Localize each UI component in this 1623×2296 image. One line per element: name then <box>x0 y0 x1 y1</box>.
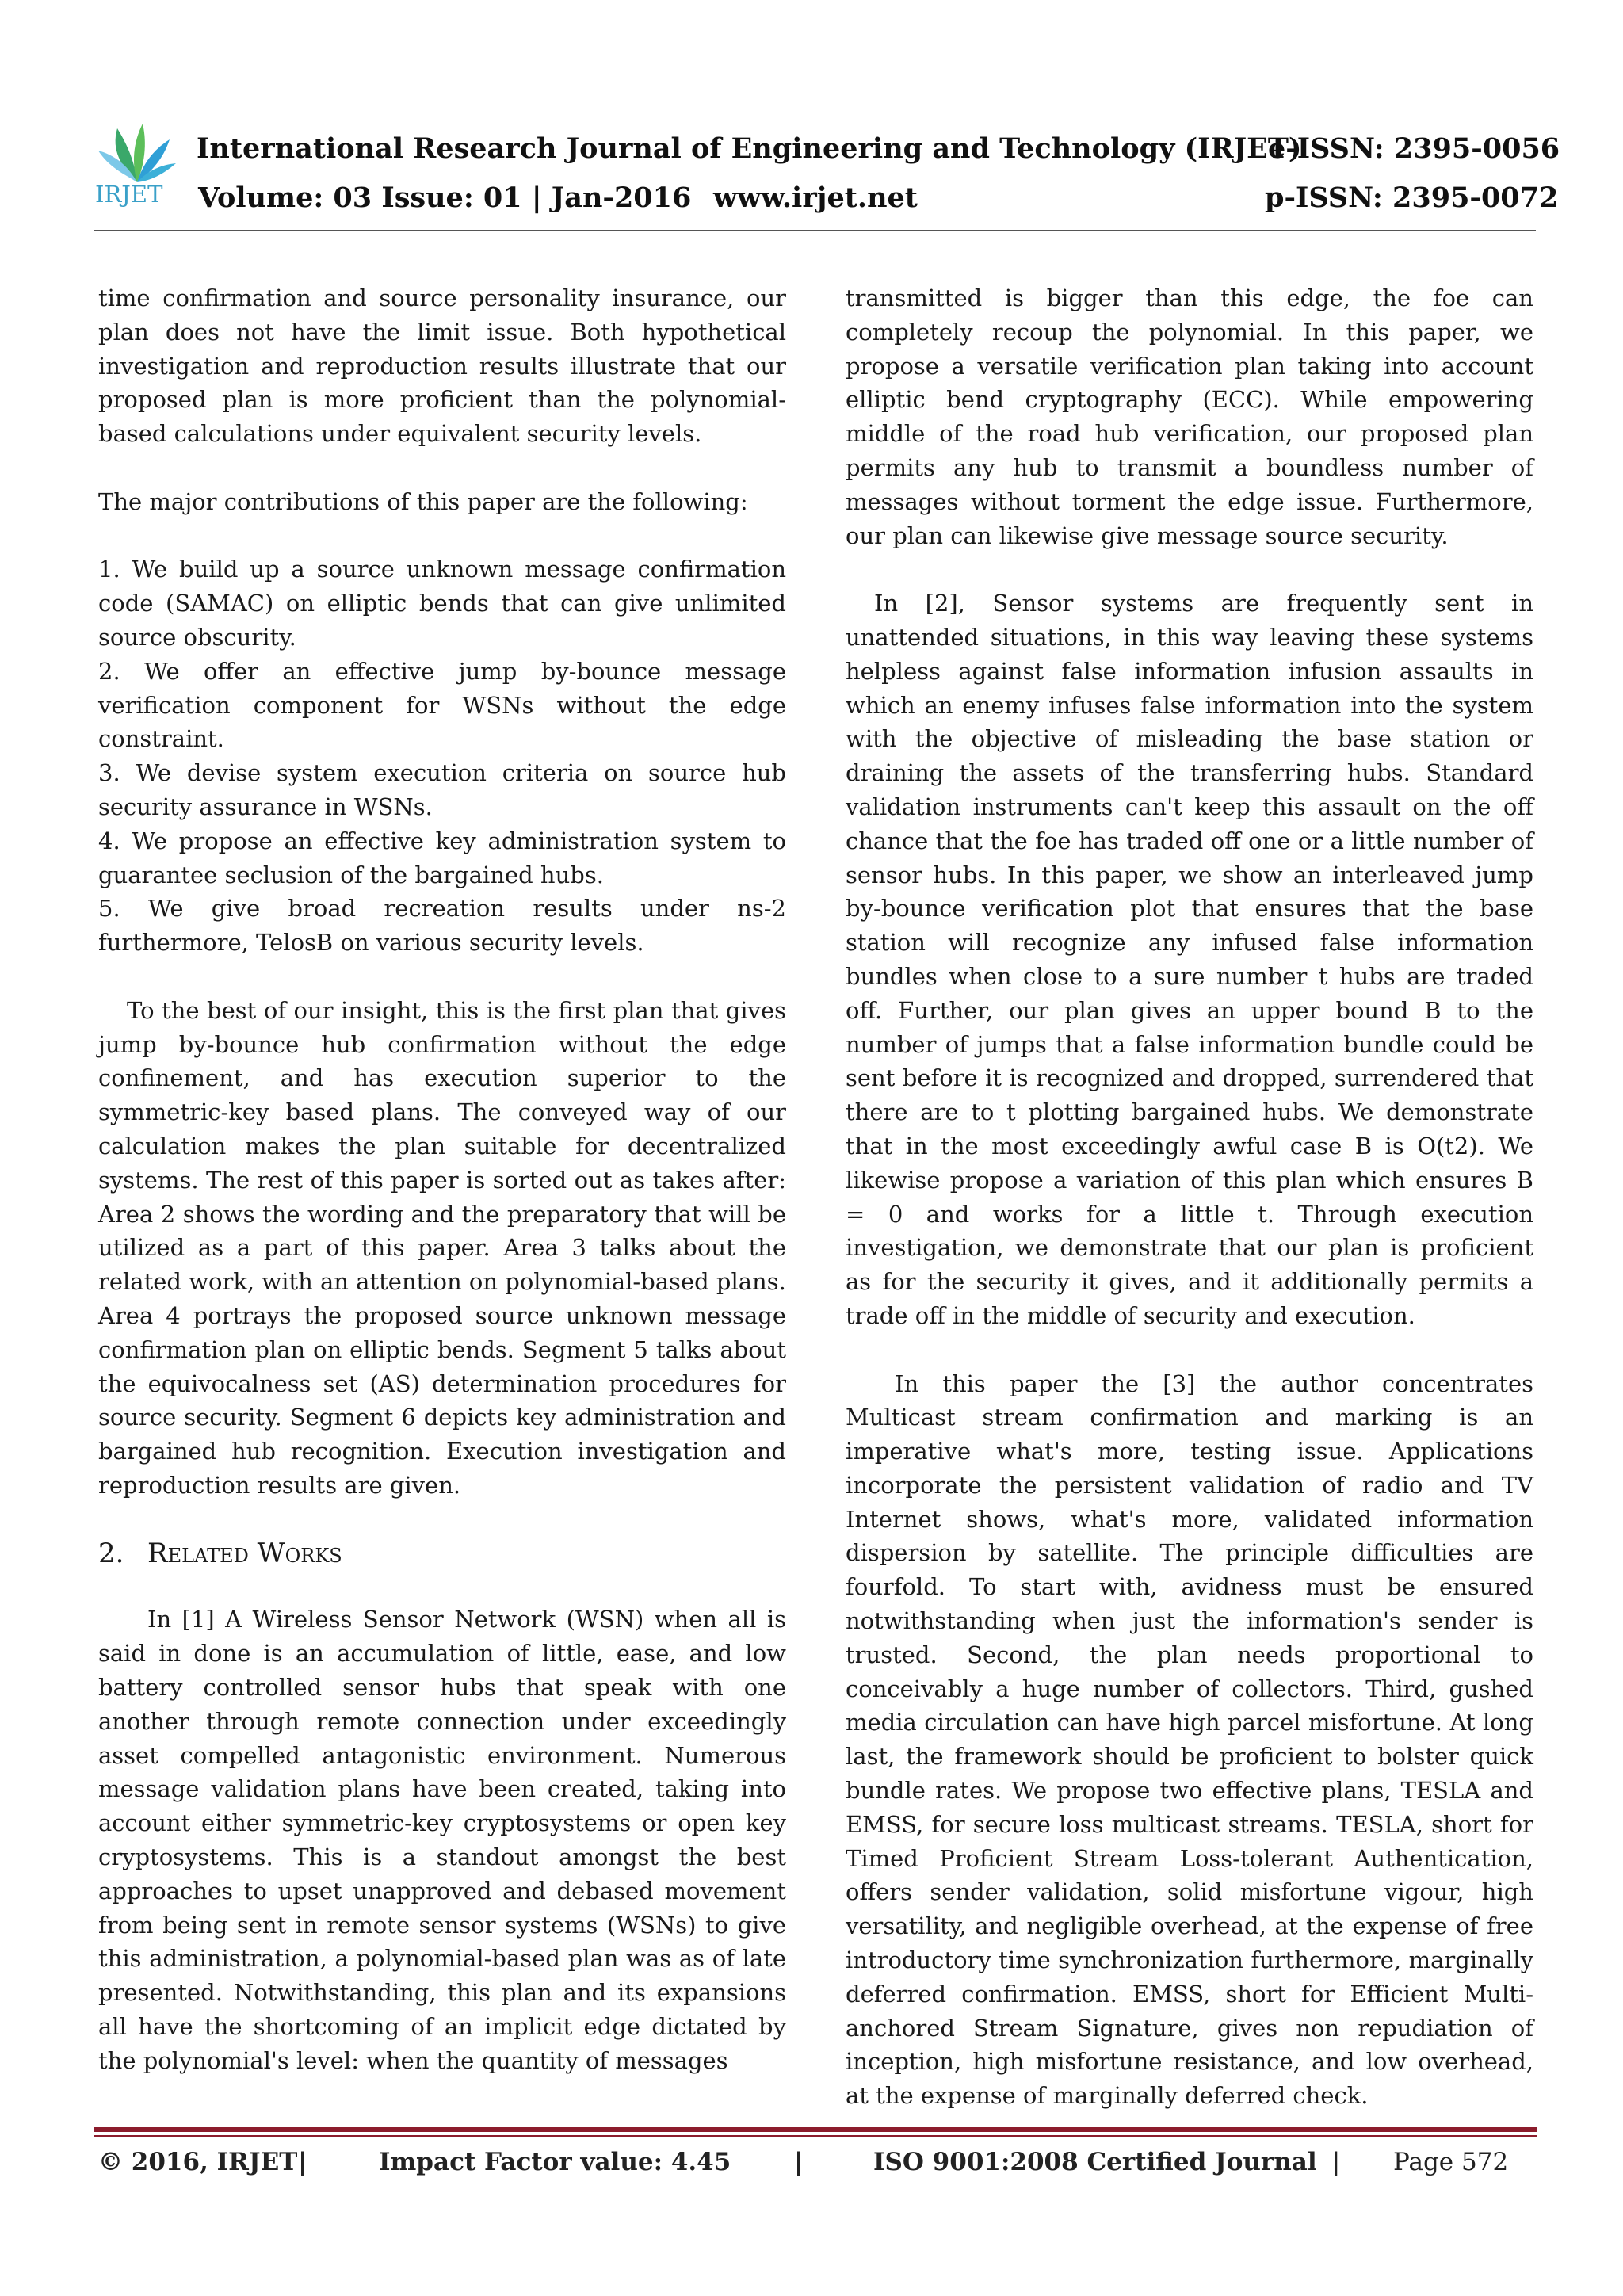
logo-leaves-icon <box>94 119 181 190</box>
volume-issue: Volume: 03 Issue: 01 | Jan-2016 <box>198 181 692 214</box>
contributions-intro: The major contributions of this paper are the following: <box>98 487 748 515</box>
paragraph: transmitted is bigger than this edge, the foe can completely recoup the polynomial. In this paper, we propose a versatile verification plan taking into account elliptic bend cryptography (ECC). While empowering middle of the road hub verification, our proposed plan permits any hub to transmit a boundless number of messages without torment the edge issue. Furthermore, our plan can likewise give message source security. <box>846 285 1533 549</box>
irjet-logo <box>94 119 181 212</box>
list-item: 5. We give broad recreation results under ns-2 furthermore, TelosB on various security levels. <box>98 895 786 957</box>
footer-separator: | <box>1331 2148 1341 2176</box>
paragraph: In [2], Sensor systems are frequently sent in unattended situations, in this way leaving these systems helpless against false information infusion assaults in which an enemy infuses false information into the system with the objective of misleading the base station or draining the assets of the transferring hubs. Standard validation instruments can't keep this assault on the off chance that the foe has traded off one or a little number of sensor hubs. In this paper, we show an interleaved jump by-bounce verification plot that ensures that the base station will recognize any infused false information bundles when close to a sure number t hubs are traded off. Further, our plan gives an upper bound B to the number of jumps that a false information bundle could be sent before it is recognized and dropped, surrendered that there are to t plotting bargained hubs. We demonstrate that in the most exceedingly awful case B is O(t2). We likewise propose a variation of this plan which ensures B = 0 and works for a little t. Through execution investigation, we demonstrate that our plan is proficient as for the security it gives, and it additionally permits a trade off in the middle of security and execution. <box>846 590 1533 1329</box>
footer-iso: ISO 9001:2008 Certified Journal <box>873 2148 1317 2176</box>
paragraph: To the best of our insight, this is the first plan that gives jump by-bounce hub confirmation without the edge confinement, and has execution superior to the symmetric-key based plans. The conveyed way of our calculation makes the plan suitable for decentralized systems. The rest of this paper is sorted out as takes after: Area 2 shows the wording and the preparatory that will be utilized as a part of this paper. Area 3 talks about the related work, with an attention on polynomial-based plans. <box>98 996 786 1296</box>
journal-title: International Research Journal of Engineering and Technology (IRJET) <box>197 132 1302 165</box>
footer-copyright: © 2016, IRJET <box>98 2148 298 2176</box>
section-heading <box>98 1536 786 1571</box>
list-item: 4. We propose an effective key administration system to guarantee seclusion of the bargained hubs. <box>98 827 786 888</box>
paragraph: Area 4 portrays the proposed source unknown message confirmation plan on elliptic bends. Segment 5 talks about the equivocalness set (AS) determination procedures for source security. Segment 6 depicts key administration and bargained hub recognition. Execution investigation and reproduction results are given. <box>98 1301 786 1499</box>
header-divider <box>94 230 1536 231</box>
pissn: p-ISSN: 2395-0072 <box>1265 181 1559 214</box>
footer-separator: | <box>298 2148 307 2176</box>
logo-text: IRJET <box>95 181 163 208</box>
section-title: Related Works <box>147 1538 342 1570</box>
page-header <box>94 119 1560 238</box>
paragraph: In this paper the [3] the author concentrates Multicast stream confirmation and marking is an imperative what's more, testing issue. Applications incorporate the persistent validation of radio and TV Internet shows, what's more, validated information dispersion by satellite. The principle difficulties are fourfold. To start with, avidness must be ensured notwithstanding when just the information's sender is trusted. Second, the plan needs proportional to conceivably a huge number of collectors. Third, gushed media circulation can have high parcel misfortune. At long last, the framework should be proficient to bolster quick bundle rates. We propose two effective plans, TESLA and EMSS, for secure loss multicast streams. TESLA, short for Timed Proficient Stream Loss-tolerant Authentication, offers sender validation, solid misfortune vigour, high versatility, and negligible overhead, at the expense of free introductory time synchronization furthermore, marginally deferred confirmation. EMSS, short for Efficient Multi-anchored Stream Signature, gives non repudiation of inception, high misfortune resistance, and low overhead, at the expense of marginally deferred check. <box>846 1370 1533 2110</box>
list-item: 2. We offer an effective jump by-bounce message verification component for WSNs without the edge constraint. <box>98 657 786 753</box>
footer-divider-thin <box>94 2135 1537 2137</box>
list-item: 1. We build up a source unknown message confirmation code (SAMAC) on elliptic bends that can give unlimited source obscurity. <box>98 556 786 651</box>
journal-website[interactable]: www.irjet.net <box>713 181 918 214</box>
footer-divider-thick <box>94 2127 1537 2132</box>
footer-impact-factor: Impact Factor value: 4.45 <box>379 2148 731 2176</box>
left-column <box>98 281 786 2078</box>
footer-page-number: Page 572 <box>1393 2148 1509 2176</box>
paragraph: In [1] A Wireless Sensor Network (WSN) when all is said in done is an accumulation of little, ease, and low battery controlled sensor hubs that speak with one another through remote connection under exceedingly asset compelled antagonistic environment. Numerous message validation plans have been created, taking into account either symmetric-key cryptosystems or open key cryptosystems. This is a standout amongst the best approaches to upset unapproved and debased movement from being sent in remote sensor systems (WSNs) to give this administration, a polynomial-based plan was as of late presented. Notwithstanding, this plan and its expansions all have the shortcoming of an implicit edge dictated by the polynomial's level: when the quantity of messages <box>98 1606 786 2074</box>
footer-separator: | <box>794 2148 804 2176</box>
list-item: 3. We devise system execution criteria on source hub security assurance in WSNs. <box>98 759 786 820</box>
section-number: 2. <box>98 1538 124 1570</box>
eissn: e-ISSN: 2395-0056 <box>1268 132 1560 165</box>
right-column <box>846 281 1533 2113</box>
paragraph: time confirmation and source personality insurance, our plan does not have the limit issue. Both hypothetical investigation and reproduction results illustrate that our proposed plan is more proficient than the polynomial-based calculations under equivalent security levels. <box>98 285 786 448</box>
